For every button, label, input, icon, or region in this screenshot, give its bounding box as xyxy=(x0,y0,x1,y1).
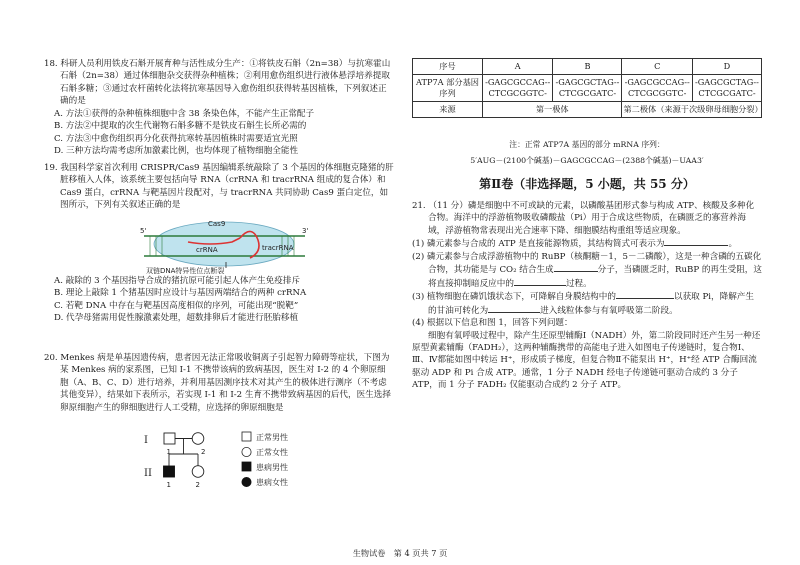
pedigree-II-2-female xyxy=(192,466,204,478)
legend-affected-female: 患病女性 xyxy=(256,478,288,487)
pedigree-II-1-affected-male xyxy=(164,466,175,477)
table-row-label: ATP7A 部分基因序列 xyxy=(413,75,483,102)
q21-part-4-body: 细胞有氧呼吸过程中，除产生还原型辅酶Ⅰ（NADH）外，第二阶段同时还产生另一种还原型黄素辅酶（FADH₂），这两种辅酶携带的高能电子进入如图电子传递链时，复合物Ⅰ、Ⅲ、Ⅳ都能如图中转运 H⁺，形成质子梯度，但复合物Ⅱ不能泵出 H⁺，H⁺经 ATP 合酶回流驱动 ADP 和 Pi 合成 ATP。通常，1 分子 NADH 经电子传递链可驱动合成约 3 分子 ATP，而 1 分子 FADH₂ 仅能驱动合成约 2 分子 ATP。 xyxy=(412,330,761,391)
table-cell: 第一极体 xyxy=(483,102,622,118)
q21-part-1-end: 。 xyxy=(728,239,738,250)
table-row-label: 来源 xyxy=(413,102,483,118)
atp7a-table xyxy=(412,58,762,118)
q18-option-a: A. 方法①获得的杂种植株细胞中含 38 条染色体，不能产生正常配子 xyxy=(54,108,315,119)
q21-part-4: (4) 根据以下信息和图 1，回答下列问题： xyxy=(412,318,573,329)
q21-part-3-mid: 以获取 Pi，降解产生的甘油可转化为 xyxy=(428,292,754,316)
answer-blank-1[interactable] xyxy=(664,237,728,246)
table-header-cell: B xyxy=(553,59,622,75)
crispr-cas9-figure xyxy=(140,218,310,276)
table-header-cell: C xyxy=(622,59,692,75)
cas9-label: Cas9 xyxy=(208,220,226,228)
legend-affected-male: 患病男性 xyxy=(256,463,288,472)
table-row xyxy=(413,102,762,118)
table-cell: -GAGCGCTAG--CTCGCGATC- xyxy=(692,75,761,102)
i-2-number: 2 xyxy=(201,448,206,456)
dna-end-5: 5' xyxy=(140,227,147,235)
legend-normal-male: 正常男性 xyxy=(256,433,288,442)
legend-normal-female: 正常女性 xyxy=(256,448,288,457)
q18-option-b: B. 方法②中提取的次生代谢物石斛多糖不是铁皮石斛生长所必需的 xyxy=(54,121,307,132)
q20-stem: 20. Menkes 病是单基因遗传病，患者因无法正常吸收铜离子引起智力障碍等症状，下图为某 Menkes 病的家系图，已知 I-1 不携带该病的致病基因，医生对 I-2 的 4 个卵原细胞（A、B、C、D）进行培养，并利用基因测序技术对其产生的极体进行测序（不考虑其他变异），结果如下表所示，若实现 I-1 和 I-2 生育不携带致病基因的后代，医生选择卵原细胞产生的卵细胞进行人工受精，应选择的卵原细胞是 xyxy=(44,353,391,413)
q19-stem: 19. 我国科学家首次利用 CRISPR/Cas9 基因编辑系统敲除了 3 个基因的体细胞克隆猪的肝脏移植入人体，该系统主要包括向导 RNA（crRNA 和 tracrRNA 组成的复合体）和 Cas9 蛋白，crRNA 与靶基因片段配对，与 tracrRNA 共同协助 Cas9 蛋白定位，如图所示，下列有关叙述正确的是 xyxy=(44,163,394,211)
mrna-sequence: 5′AUG－(2100个碱基)－GAGCGCCAG－(2388个碱基)－UAA3′ xyxy=(470,156,704,165)
answer-blank-2[interactable] xyxy=(554,263,598,272)
pedigree-I-1-male xyxy=(164,433,175,444)
page-footer: 生物试卷 第 4 页共 7 页 xyxy=(352,548,448,558)
q21-part-2 xyxy=(412,251,762,290)
q21-part-3 xyxy=(412,290,762,317)
table-cell: -GAGCGCCAG--CTCGCGGTC- xyxy=(622,75,692,102)
break-site-label: 双链DNA特异性位点断裂 xyxy=(146,267,225,275)
q19-option-b: B. 理论上敲除 1 个猪基因时应设计与基因两端结合的两种 crRNA xyxy=(54,288,307,299)
answer-blank-4[interactable] xyxy=(616,290,674,299)
question-20 xyxy=(44,352,394,414)
q18-option-d: D. 三种方法均需考虑所加激素比例，也均体现了植物细胞全能性 xyxy=(54,146,299,157)
q21-part-2-end: 过程。 xyxy=(565,278,592,289)
i-1-number: 1 xyxy=(166,448,171,456)
legend-normal-male-icon xyxy=(242,432,251,441)
crrna-label: crRNA xyxy=(196,246,218,254)
table-header-cell: A xyxy=(483,59,553,75)
table-header-cell: D xyxy=(692,59,761,75)
table-cell: -GAGCGCCAG--CTCGCGGTC- xyxy=(483,75,553,102)
q18-stem: 18. 科研人员利用铁皮石斛开展育种与活性成分生产：①将铁皮石斛（2n=38）与抗寒霍山石斛（2n=38）通过体细胞杂交获得杂种植株；②利用愈伤组织进行液体悬浮培养提取石斛多糖；③通过农杆菌转化法将抗寒基因导入愈伤组织获得转基因植株，下列叙述正确的是 xyxy=(44,59,391,107)
ii-2-number: 2 xyxy=(195,481,200,489)
q21-part-3-end: 进入线粒体参与有氧呼吸第二阶段。 xyxy=(540,305,678,316)
generation-2-label: II xyxy=(144,468,152,479)
q21-part-1 xyxy=(412,237,762,250)
question-21 xyxy=(412,200,762,392)
q21-stem: 21. （11 分）磷是细胞中不可或缺的元素，以磷酸基团形式参与构成 ATP、核酸及多种化合物。海洋中的浮游植物吸收磷酸盐（Pi）用于合成这些物质，在磷匮乏的寡营养海域，浮游植物常表现出光合速率下降、细胞膜结构重组等适应现象。 xyxy=(412,201,755,236)
q19-options xyxy=(44,275,394,325)
legend-affected-male-icon xyxy=(242,462,251,471)
tracrrna-label: tracrRNA xyxy=(262,244,294,252)
section-title: 第Ⅱ卷（非选择题，5 小题，共 55 分） xyxy=(479,177,695,191)
dna-end-3: 3' xyxy=(302,227,309,235)
q21-part-2-text: (2) 磷元素参与合成浮游植物中的 RuBP（核酮糖－1，5－二磷酸），这是一种含磷的五碳化合物，其功能是与 CO₂ 结合生成 xyxy=(412,251,762,276)
table-cell: 第二极体（来源于次级卵母细胞分裂） xyxy=(622,102,762,118)
table-note: 注：正常 ATP7A 基因的部分 mRNA 序列： xyxy=(509,140,665,149)
question-18 xyxy=(44,58,394,158)
table-header-cell: 序号 xyxy=(413,59,483,75)
legend-affected-female-icon xyxy=(242,477,251,486)
q19-option-a: A. 敲除的 3 个基因指导合成的猪抗原可能引起人体产生免疫排斥 xyxy=(54,276,301,286)
ii-1-number: 1 xyxy=(166,481,171,489)
q21-part-2-mid: 分子，当磷匮乏时，RuBP 的再生受阻，这将直接抑制暗反应中的 xyxy=(428,265,762,289)
question-19 xyxy=(44,162,394,212)
q18-option-c: C. 方法③中愈伤组织再分化获得抗寒转基因植株时需要适宜光照 xyxy=(54,133,298,144)
q19-option-d: D. 代孕母猪需用促性腺激素处理，超数排卵后才能进行胚胎移植 xyxy=(54,313,299,324)
pedigree-chart xyxy=(142,430,332,496)
answer-blank-3[interactable] xyxy=(514,277,566,286)
table-cell: -GAGCGCTAG--CTCGCGATC- xyxy=(553,75,622,102)
q21-part-1-text: (1) 磷元素参与合成的 ATP 是直接能源物质，其结构简式可表示为 xyxy=(412,239,665,250)
table-header-row xyxy=(413,59,762,75)
legend-normal-female-icon xyxy=(242,447,251,456)
pedigree-I-2-female xyxy=(192,433,204,445)
generation-1-label: I xyxy=(144,435,148,446)
answer-blank-5[interactable] xyxy=(488,304,540,313)
table-row xyxy=(413,75,762,102)
q21-part-3-text: (3) 植物细胞在磷饥饿状态下，可降解自身膜结构中的 xyxy=(412,292,616,303)
q19-option-c: C. 若靶 DNA 中存在与靶基因高度相似的序列，可能出现“脱靶” xyxy=(54,300,299,311)
